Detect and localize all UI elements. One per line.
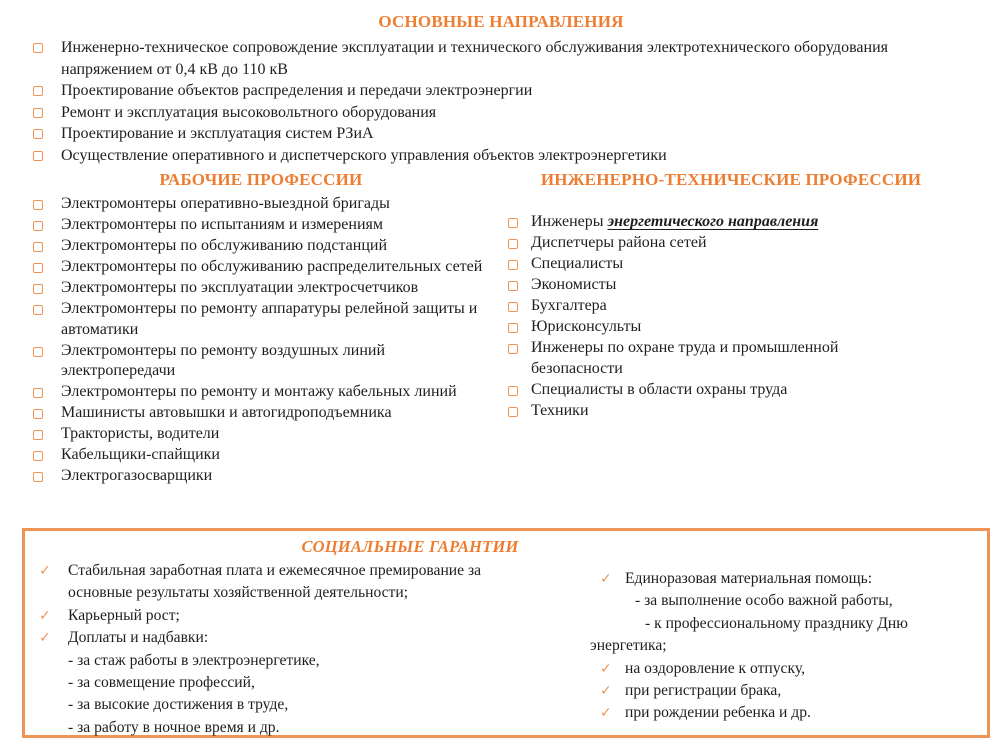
list-item-text: Единоразовая материальная помощь: xyxy=(625,570,873,587)
checkbox-bullet-icon xyxy=(505,212,531,233)
checkbox-bullet-icon xyxy=(505,338,531,359)
checkbox-bullet-icon xyxy=(30,341,61,362)
checkbox-bullet-icon xyxy=(30,236,61,257)
check-icon: ✓ xyxy=(600,683,612,700)
checkbox-bullet-icon xyxy=(30,102,61,123)
list-item-text: Инженеры энергетического направления xyxy=(531,213,819,230)
list-item-text: Диспетчеры района сетей xyxy=(531,234,707,251)
list-item xyxy=(30,102,912,124)
list-item-text: Электромонтеры по ремонту и монтажу кабельных линий xyxy=(61,383,457,401)
checkbox-bullet-icon xyxy=(505,401,531,422)
list-item xyxy=(505,338,957,380)
list-subitem: энергетика; xyxy=(590,637,667,655)
list-item-text: Инженеры по охране труда и промышленной безопасности xyxy=(531,339,839,377)
checkbox-bullet-icon xyxy=(505,233,531,254)
list-item xyxy=(30,299,492,341)
list-item-text: Специалисты в области охраны труда xyxy=(531,380,788,398)
list-item xyxy=(505,275,957,296)
list-item xyxy=(30,194,492,215)
list-item-text: Электромонтеры по эксплуатации электросчетчиков xyxy=(61,279,419,296)
list-item xyxy=(590,680,990,702)
list-subitem: - за работу в ночное время и др. xyxy=(68,718,280,736)
checkbox-bullet-icon xyxy=(30,278,61,299)
list-item xyxy=(505,380,957,401)
list-item xyxy=(505,296,957,317)
list-item-text: Электромонтеры по ремонту воздушных линий электропередачи xyxy=(61,341,386,380)
list-item-text: Специалисты xyxy=(531,255,624,272)
list-subitem: - за высокие достижения в труде, xyxy=(68,696,289,714)
list-item-text: Трактористы, водители xyxy=(61,425,220,443)
checkbox-bullet-icon xyxy=(30,145,61,166)
list-item xyxy=(30,257,492,278)
checkbox-bullet-icon xyxy=(505,254,531,275)
check-icon: ✓ xyxy=(600,571,612,587)
checkbox-bullet-icon xyxy=(505,380,531,401)
social-guarantees-right-list xyxy=(590,568,990,725)
list-item-text: Экономисты xyxy=(531,276,617,293)
working-professions-column xyxy=(30,170,492,487)
checkbox-bullet-icon xyxy=(30,257,61,278)
list-item xyxy=(30,215,492,236)
list-item-text: Осуществление оперативного и диспетчерского управления объектов электроэнергетики xyxy=(61,146,667,164)
list-item-text: Ремонт и эксплуатация высоковольтного оборудования xyxy=(61,103,437,121)
list-item xyxy=(30,236,492,257)
list-item-text: Электромонтеры оперативно-выездной бригады xyxy=(61,195,390,212)
list-item xyxy=(30,445,492,466)
list-item-text: Инженерно-техническое сопровождение эксплуатации и технического обслуживания электротехнического оборудования напряжением от 0,4 кВ до 110 кВ xyxy=(61,39,888,78)
list-item xyxy=(30,403,492,424)
list-item xyxy=(590,568,990,590)
list-item xyxy=(30,145,912,167)
list-item-text: Карьерный рост; xyxy=(68,606,180,624)
list-item-text: Проектирование объектов распределения и передачи электроэнергии xyxy=(61,82,533,100)
list-item-text: Электромонтеры по испытаниям и измерениям xyxy=(61,216,384,233)
check-icon: ✓ xyxy=(600,705,612,722)
list-item xyxy=(30,80,912,102)
list-item xyxy=(30,278,492,299)
social-guarantees-box xyxy=(22,528,990,738)
checkbox-bullet-icon xyxy=(30,215,61,236)
list-item-text: Юрисконсульты xyxy=(531,318,642,335)
check-icon: ✓ xyxy=(39,563,51,579)
list-item-text: Кабельщики-спайщики xyxy=(61,446,220,464)
list-item-text: Доплаты и надбавки: xyxy=(68,629,209,647)
working-professions-list xyxy=(30,194,492,487)
list-item xyxy=(505,317,957,338)
checkbox-bullet-icon xyxy=(505,296,531,317)
list-subitem: - за стаж работы в электроэнергетике, xyxy=(68,651,320,669)
list-subitem: - к профессиональному празднику Дню xyxy=(645,614,908,632)
checkbox-bullet-icon xyxy=(505,275,531,296)
list-item-text: Проектирование и эксплуатация систем РЗиА xyxy=(61,125,374,143)
emphasized-text: энергетического направления xyxy=(607,213,819,230)
checkbox-bullet-icon xyxy=(30,466,61,487)
list-item xyxy=(590,658,990,680)
list-item xyxy=(505,212,957,233)
check-icon: ✓ xyxy=(600,660,612,677)
list-item xyxy=(590,702,990,724)
check-icon: ✓ xyxy=(39,630,51,647)
list-item-text: Техники xyxy=(531,401,589,419)
list-item-text: Электромонтеры по ремонту аппаратуры релейной защиты и автоматики xyxy=(61,300,478,338)
list-item xyxy=(30,466,492,487)
list-item xyxy=(505,233,957,254)
main-directions-title: ОСНОВНЫЕ НАПРАВЛЕНИЯ xyxy=(378,12,624,31)
social-guarantees-left-list xyxy=(37,560,545,739)
main-directions-list xyxy=(30,37,912,167)
engineering-professions-list xyxy=(505,212,957,422)
checkbox-bullet-icon xyxy=(30,424,61,445)
list-item xyxy=(30,37,912,80)
list-item-text: Электрогазосварщики xyxy=(61,467,213,485)
list-item xyxy=(37,560,545,605)
list-item-text: при рождении ребенка и др. xyxy=(625,704,811,722)
checkbox-bullet-icon xyxy=(30,80,61,101)
list-item-text: Стабильная заработная плата и ежемесячное премирование за основные результаты хозяйственной деятельности; xyxy=(68,562,482,602)
list-item xyxy=(30,382,492,403)
check-icon: ✓ xyxy=(39,607,51,624)
list-item-text: при регистрации брака, xyxy=(625,682,782,700)
checkbox-bullet-icon xyxy=(30,403,61,424)
checkbox-bullet-icon xyxy=(30,382,61,403)
list-item-text: на оздоровление к отпуску, xyxy=(625,659,805,677)
list-item xyxy=(505,401,957,422)
list-item xyxy=(37,605,545,627)
checkbox-bullet-icon xyxy=(30,299,61,320)
list-item xyxy=(30,123,912,145)
working-professions-title: РАБОЧИЕ ПРОФЕССИИ xyxy=(159,170,363,189)
list-item-text: Бухгалтера xyxy=(531,297,607,314)
list-item-text: Машинисты автовышки и автогидроподъемника xyxy=(61,404,392,422)
list-item xyxy=(30,341,492,383)
engineering-professions-title: ИНЖЕНЕРНО-ТЕХНИЧЕСКИЕ ПРОФЕССИИ xyxy=(540,170,922,189)
list-item xyxy=(30,424,492,445)
checkbox-bullet-icon xyxy=(30,194,61,215)
list-subitem: - за выполнение особо важной работы, xyxy=(635,592,893,610)
checkbox-bullet-icon xyxy=(505,317,531,338)
social-guarantees-title: СОЦИАЛЬНЫЕ ГАРАНТИИ xyxy=(301,537,519,556)
list-item xyxy=(37,627,545,649)
checkbox-bullet-icon xyxy=(30,445,61,466)
list-item-text: Электромонтеры по обслуживанию подстанций xyxy=(61,237,388,254)
list-item-text: Электромонтеры по обслуживанию распределительных сетей xyxy=(61,258,483,275)
list-item xyxy=(505,254,957,275)
engineering-professions-column xyxy=(505,170,957,422)
list-subitem: - за совмещение профессий, xyxy=(68,674,255,692)
checkbox-bullet-icon xyxy=(30,123,61,144)
checkbox-bullet-icon xyxy=(30,37,61,58)
